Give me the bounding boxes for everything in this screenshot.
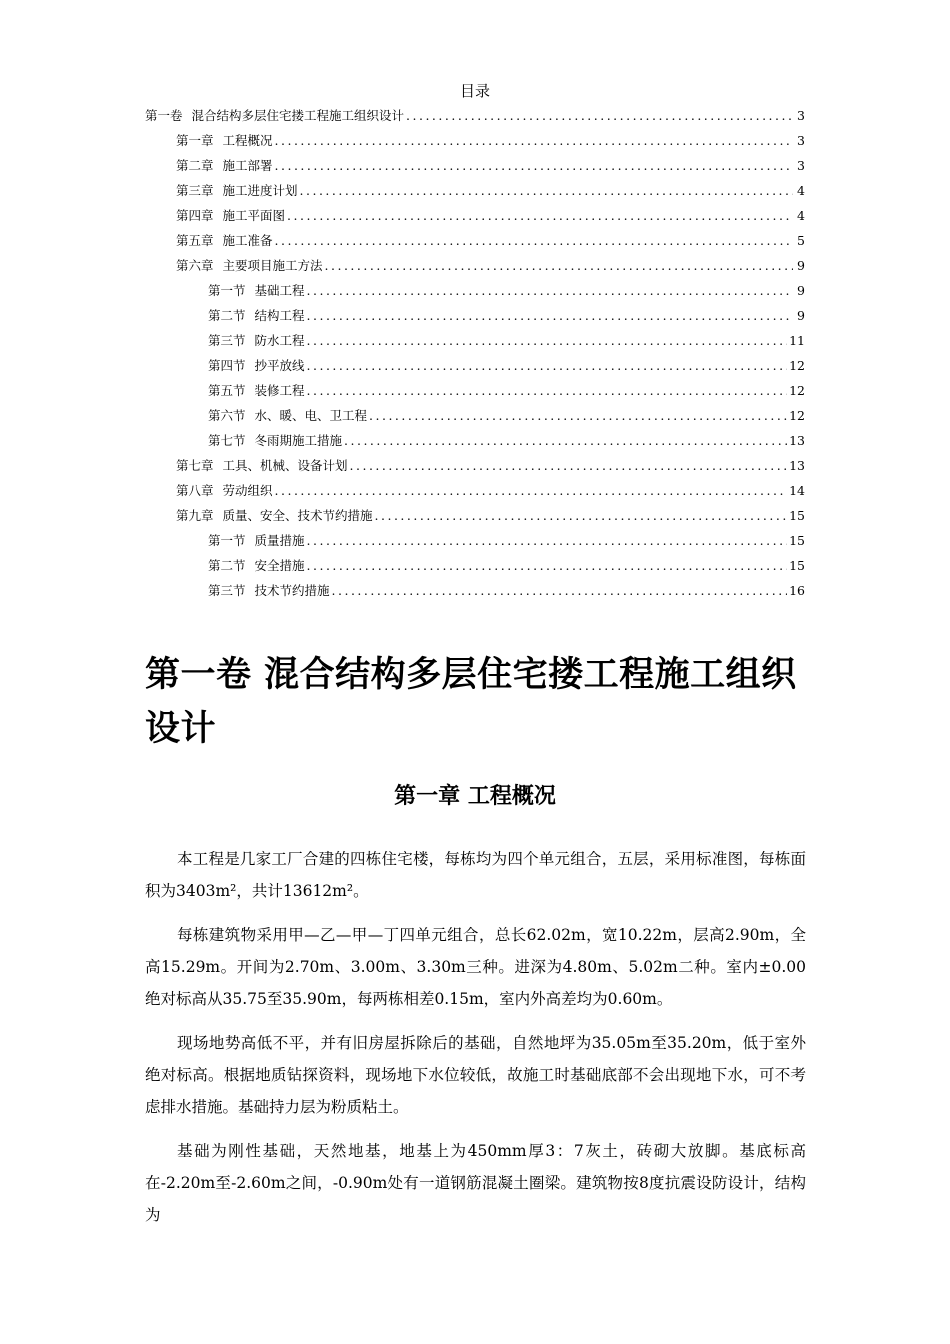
toc-entry[interactable] (145, 507, 805, 532)
toc-leader-dots (307, 532, 788, 550)
toc-entry-number: 第三节 (208, 333, 246, 348)
toc-leader-dots (307, 332, 788, 350)
toc-leader-dots (275, 157, 793, 175)
toc-entry-page: 3 (797, 108, 805, 123)
toc-leader-dots (300, 182, 793, 200)
toc-entry-number: 第八章 (176, 483, 214, 498)
toc-leader-dots (332, 582, 788, 600)
toc-entry-page: 13 (789, 433, 805, 448)
toc-entry-text: 装修工程 (254, 383, 305, 398)
body-paragraph: 基础为刚性基础，天然地基，地基上为450mm厚3：7灰土，砖砌大放脚。基底标高在-2.20m至-2.60m之间，-0.90m处有一道钢筋混凝土圈梁。建筑物按8度抗震设防设计，结构为 (145, 1142, 806, 1224)
toc-entry[interactable] (145, 557, 805, 582)
toc-entry-page: 15 (789, 508, 805, 523)
toc-leader-dots (307, 282, 793, 300)
toc-entry-page: 4 (797, 208, 805, 223)
toc-entry[interactable] (145, 382, 805, 407)
toc-entry-page: 12 (789, 383, 805, 398)
body-paragraph: 本工程是几家工厂合建的四栋住宅楼，每栋均为四个单元组合，五层，采用标准图，每栋面积为3403m²，共计13612m²。 (145, 850, 806, 900)
toc-leader-dots (307, 382, 788, 400)
toc-entry-page: 4 (797, 183, 805, 198)
toc-entry-number: 第二节 (208, 308, 246, 323)
chapter-title: 第一章 工程概况 (394, 784, 556, 809)
toc-leader-dots (307, 557, 788, 575)
toc-entry-page: 11 (789, 333, 805, 348)
toc-entry-number: 第四节 (208, 358, 246, 373)
toc-entry-text: 施工平面图 (222, 208, 286, 223)
toc-entry[interactable] (145, 107, 805, 132)
toc-entry-text: 基础工程 (254, 283, 305, 298)
toc-entry-number: 第二章 (176, 158, 214, 173)
toc-leader-dots (275, 132, 793, 150)
toc-entry-text: 技术节约措施 (254, 583, 330, 598)
body-paragraph: 现场地势高低不平，并有旧房屋拆除后的基础，自然地坪为35.05m至35.20m，低于室外绝对标高。根据地质钻探资料，现场地下水位较低，故施工时基础底部不会出现地下水，可不考虑排水措施。基础持力层为粉质粘土。 (145, 1034, 806, 1116)
toc-leader-dots (275, 232, 793, 250)
toc-entry-text: 施工进度计划 (222, 183, 298, 198)
toc-entry[interactable] (145, 307, 805, 332)
toc-entry-number: 第一卷 (145, 108, 183, 123)
toc-entry-text: 冬雨期施工措施 (254, 433, 343, 448)
toc-entry[interactable] (145, 532, 805, 557)
toc-entry-page: 16 (789, 583, 805, 598)
toc-entry-page: 14 (789, 483, 805, 498)
toc-entry-page: 12 (789, 408, 805, 423)
toc-leader-dots (344, 432, 787, 450)
toc-entry-page: 9 (797, 308, 805, 323)
toc-entry-page: 13 (789, 458, 805, 473)
toc-entry-text: 抄平放线 (254, 358, 305, 373)
toc-entry[interactable] (145, 182, 805, 207)
toc-entry-text: 劳动组织 (222, 483, 273, 498)
toc-entry-number: 第六章 (176, 258, 214, 273)
volume-title: 第一卷 混合结构多层住宅搂工程施工组织设计 (145, 655, 797, 749)
table-of-contents (145, 107, 805, 607)
toc-entry-number: 第六节 (208, 408, 246, 423)
toc-entry-text: 施工准备 (222, 233, 273, 248)
toc-entry[interactable] (145, 432, 805, 457)
toc-entry-text: 质量、安全、技术节约措施 (222, 508, 373, 523)
toc-entry-number: 第一节 (208, 283, 246, 298)
toc-entry-number: 第三章 (176, 183, 214, 198)
toc-entry-number: 第五章 (176, 233, 214, 248)
toc-entry[interactable] (145, 232, 805, 257)
toc-leader-dots (307, 357, 788, 375)
toc-entry-page: 9 (797, 258, 805, 273)
body-text (145, 843, 806, 1243)
body-paragraph: 每栋建筑物采用甲—乙—甲—丁四单元组合，总长62.02m，宽10.22m，层高2.90m，全高15.29m。开间为2.70m、3.00m、3.30m三种。进深为4.80m、5.02m二种。室内±0.00绝对标高从35.75至35.90m，每两栋相差0.15m，室内外高差均为0.60m。 (145, 926, 806, 1008)
toc-entry[interactable] (145, 482, 805, 507)
toc-leader-dots (375, 507, 788, 525)
toc-entry-text: 工程概况 (222, 133, 273, 148)
toc-entry-page: 3 (797, 158, 805, 173)
toc-entry-number: 第五节 (208, 383, 246, 398)
toc-entry[interactable] (145, 407, 805, 432)
toc-entry-text: 防水工程 (254, 333, 305, 348)
toc-leader-dots (406, 107, 793, 125)
toc-entry-number: 第四章 (176, 208, 214, 223)
toc-entry-number: 第九章 (176, 508, 214, 523)
toc-entry[interactable] (145, 357, 805, 382)
toc-entry-number: 第三节 (208, 583, 246, 598)
toc-entry[interactable] (145, 257, 805, 282)
toc-entry[interactable] (145, 132, 805, 157)
toc-entry-page: 12 (789, 358, 805, 373)
toc-entry[interactable] (145, 582, 805, 607)
toc-entry-text: 工具、机械、设备计划 (222, 458, 348, 473)
toc-title: 目录 (459, 82, 490, 100)
toc-entry-text: 水、暖、电、卫工程 (254, 408, 368, 423)
toc-entry[interactable] (145, 457, 805, 482)
toc-entry-text: 结构工程 (254, 308, 305, 323)
toc-leader-dots (325, 257, 793, 275)
toc-leader-dots (307, 307, 793, 325)
toc-entry-page: 9 (797, 283, 805, 298)
toc-entry-text: 混合结构多层住宅搂工程施工组织设计 (191, 108, 405, 123)
toc-entry-page: 15 (789, 533, 805, 548)
toc-entry[interactable] (145, 332, 805, 357)
toc-leader-dots (350, 457, 788, 475)
toc-entry-number: 第一章 (176, 133, 214, 148)
toc-entry-text: 安全措施 (254, 558, 305, 573)
toc-entry-page: 3 (797, 133, 805, 148)
toc-entry-page: 15 (789, 558, 805, 573)
toc-entry[interactable] (145, 157, 805, 182)
toc-entry-number: 第七章 (176, 458, 214, 473)
toc-leader-dots (275, 482, 788, 500)
toc-entry[interactable] (145, 282, 805, 307)
toc-entry-text: 主要项目施工方法 (222, 258, 323, 273)
toc-entry-number: 第一节 (208, 533, 246, 548)
toc-entry-number: 第七节 (208, 433, 246, 448)
toc-entry-number: 第二节 (208, 558, 246, 573)
toc-entry-text: 施工部署 (222, 158, 273, 173)
toc-leader-dots (287, 207, 793, 225)
toc-entry-page: 5 (797, 233, 805, 248)
toc-entry[interactable] (145, 207, 805, 232)
toc-leader-dots (369, 407, 787, 425)
toc-entry-text: 质量措施 (254, 533, 305, 548)
